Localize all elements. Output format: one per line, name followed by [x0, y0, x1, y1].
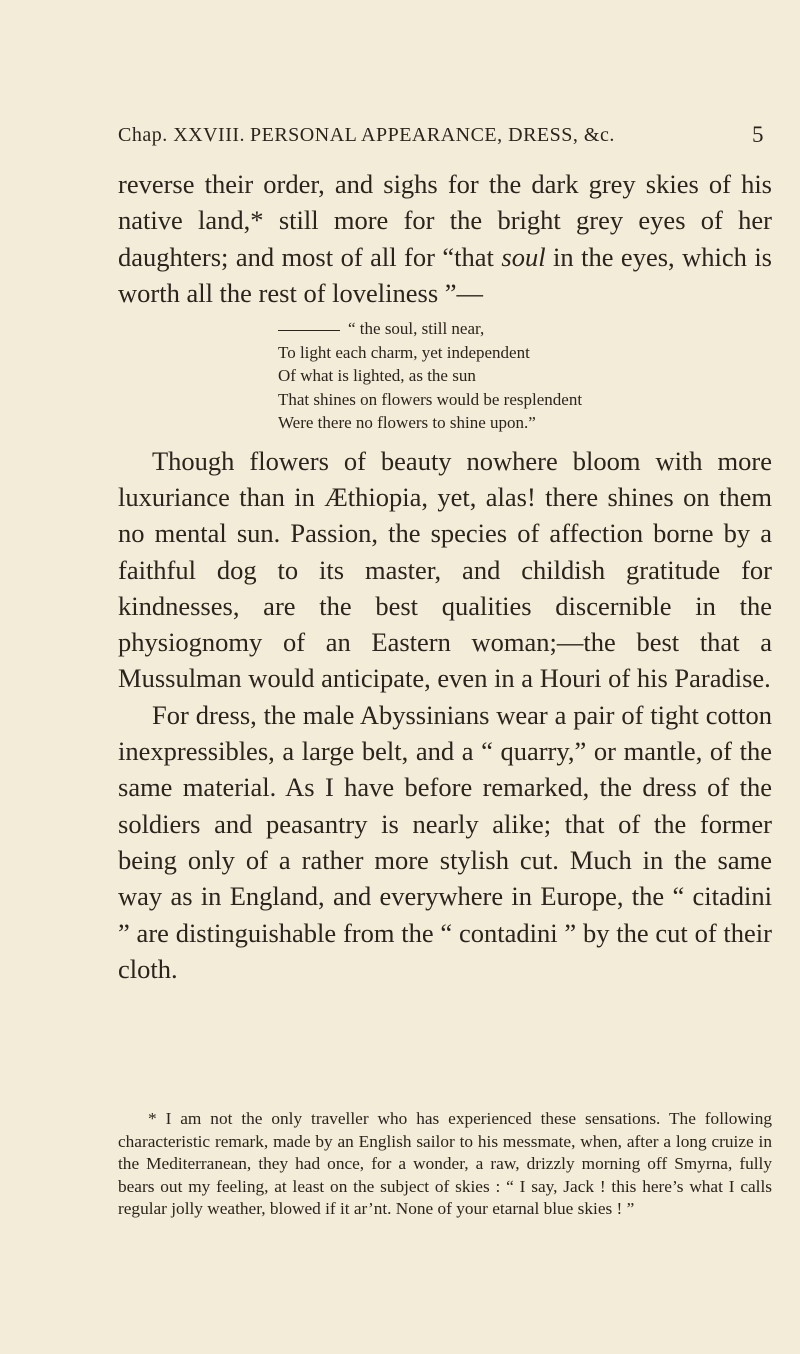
paragraph-2: Though flowers of beauty nowhere bloom with more luxuriance than in Æthiopia, yet, alas! there shines on them no mental sun. Passion, the species of affection borne by a faithful dog to its master, and childish gratitude for kindnesses, are the best qualities discernible in the physiognomy of an Eastern woman;—the best that a Mussulman would anticipate, even in a Houri of his Paradise.: [118, 445, 772, 694]
paragraph-1-text-b: in the eyes, which is worth all the rest of loveliness ”—: [118, 241, 772, 308]
paragraph-1: [118, 166, 772, 311]
verse-line-1: [278, 317, 772, 341]
emphasis-soul: soul: [501, 241, 546, 272]
footnote: [118, 1108, 772, 1221]
verse-line-4: That shines on flowers would be resplendent: [278, 389, 583, 409]
running-header: [118, 118, 778, 154]
verse-dash: [278, 330, 340, 331]
verse-line-3: Of what is lighted, as the sun: [278, 366, 476, 386]
verse-line-1-text: “ the soul, still near,: [348, 319, 485, 339]
chapter-label: Chap. XXVIII.: [118, 124, 246, 146]
running-title: PERSONAL APPEARANCE, DRESS, &c.: [250, 124, 615, 146]
main-text: [118, 166, 772, 987]
verse-line-2: To light each charm, yet independent: [278, 342, 530, 362]
paragraph-3: For dress, the male Abyssinians wear a pair of tight cotton inexpressibles, a large belt, and a “ quarry,” or mantle, of the same material. As I have before remarked, the dress of the soldiers and peasantry is nearly alike; that of the former being only of a rather more stylish cut. Much in the same way as in England, and everywhere in Europe, the “ citadini ” are distinguishable from the “ contadini ” by the cut of their cloth.: [118, 699, 772, 984]
footnote-text: * I am not the only traveller who has experienced these sensations. The following characteristic remark, made by an English sailor to his messmate, when, after a long cruize in the Mediterranean, they had once, for a wonder, a raw, drizzly morning off Smyrna, fully bears out my feeling, at least on the subject of skies : “ I say, Jack ! this here’s what I calls regular jolly weather, blowed if it ar’nt. None of your etarnal blue skies ! ”: [118, 1109, 772, 1219]
verse-line-5: Were there no flowers to shine upon.”: [278, 413, 536, 433]
page-number: 5: [752, 122, 764, 147]
verse-quotation: [278, 317, 772, 435]
paragraph-1-text-a: reverse their order, and sighs for the dark grey skies of his native land,* still more for the bright grey eyes of her daughters; and most of all for “that: [118, 169, 772, 272]
